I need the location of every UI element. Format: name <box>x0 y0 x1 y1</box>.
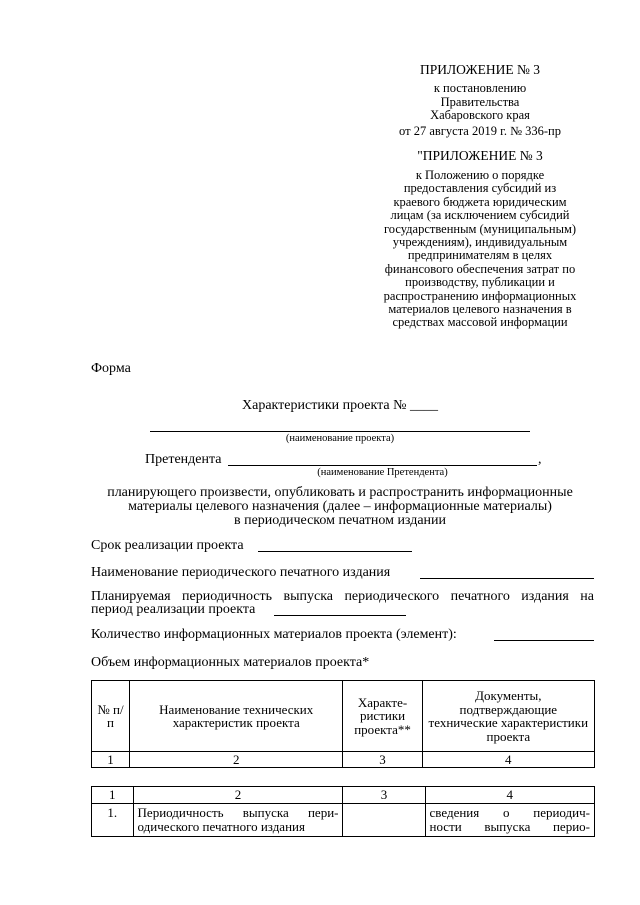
header-name-text: Наименование технических характеристик проекта <box>159 701 314 730</box>
regulation-line: предоставления субсидий из <box>403 181 557 196</box>
header-chars-text: Характе-ристики проекта** <box>354 694 411 737</box>
regulation-reference <box>345 169 615 330</box>
appendix-header <box>345 63 615 78</box>
materials-count-label: Количество информационных материалов проекта (элемент): <box>91 627 457 642</box>
form-title: Характеристики проекта № ____ <box>242 398 438 413</box>
appendix-quoted-title: "ПРИЛОЖЕНИЕ № 3 <box>417 148 543 163</box>
applicant-name-line <box>228 465 537 466</box>
row-docs-line: ности выпуска перио- <box>429 818 590 834</box>
table-row <box>92 804 595 837</box>
row-name-line: одического печатного издания <box>137 818 305 834</box>
header-num <box>92 681 130 752</box>
header-name <box>129 681 343 752</box>
periodical-name-field-line <box>420 578 594 579</box>
date-number: от 27 августа 2019 г. № 336-пр <box>399 124 561 138</box>
row-docs-line: сведения о периодич- <box>429 805 590 820</box>
col-number: 3 <box>343 752 422 768</box>
purpose-line: материалы целевого назначения (далее – информационные материалы) <box>128 499 552 514</box>
col-number: 3 <box>343 787 425 804</box>
col-number: 4 <box>422 752 594 768</box>
term-field-line <box>258 551 412 552</box>
project-name-line <box>150 431 530 432</box>
header-docs <box>422 681 594 752</box>
header-docs-text: Документы, подтверждающие технические характеристики проекта <box>428 688 589 744</box>
purpose-text <box>80 486 600 528</box>
col-number: 2 <box>133 787 343 804</box>
purpose-line: в периодическом печатном издании <box>233 513 447 528</box>
col-number: 4 <box>425 787 594 804</box>
materials-count-field-line <box>494 640 594 641</box>
header-num-text: № п/п <box>97 701 124 730</box>
purpose-line: планирующего произвести, опубликовать и распространить информационные <box>107 485 573 500</box>
resolution-line: к постановлению <box>433 81 527 95</box>
regulation-line: материалов целевого назначения в <box>388 302 572 317</box>
regulation-line: предпринимателям в целях <box>407 248 553 263</box>
form-label: Форма <box>91 361 131 376</box>
column-number-row <box>92 787 595 804</box>
regulation-line: краевого бюджета юридическим <box>393 194 567 209</box>
frequency-line-1: Планируемая периодичность выпуска периодического печатного издания на <box>91 589 594 604</box>
regulation-line: финансового обеспечения затрат по <box>384 261 576 276</box>
resolution-reference <box>345 82 615 123</box>
volume-label: Объем информационных материалов проекта* <box>91 655 370 670</box>
row-num: 1. <box>92 804 134 837</box>
periodical-name-label: Наименование периодического печатного издания <box>91 565 391 580</box>
frequency-line-2: период реализации проекта <box>91 602 256 617</box>
regulation-line: средствах массовой информации <box>392 315 568 330</box>
table-header-row <box>92 681 595 752</box>
header-chars <box>343 681 422 752</box>
regulation-line: производству, публикации и <box>405 275 555 290</box>
col-number: 1 <box>92 787 134 804</box>
regulation-line: государственным (муниципальным) <box>383 221 577 236</box>
regulation-line: лицам (за исключением субсидий <box>390 208 570 223</box>
regulation-line: к Положению о порядке <box>415 168 545 182</box>
resolution-line: Хабаровского края <box>430 108 530 122</box>
resolution-date <box>345 125 615 139</box>
applicant-comma: , <box>538 452 542 467</box>
characteristics-header-table <box>91 680 595 768</box>
row-name <box>133 804 343 837</box>
frequency-field-line <box>274 615 406 616</box>
regulation-line: учреждениям), индивидуальным <box>392 235 568 250</box>
row-chars <box>343 804 425 837</box>
column-number-row <box>92 752 595 768</box>
appendix-title: ПРИЛОЖЕНИЕ № 3 <box>419 62 541 77</box>
project-name-caption: (наименование проекта) <box>285 433 395 444</box>
applicant-label: Претендента <box>145 452 222 467</box>
term-label: Срок реализации проекта <box>91 538 244 553</box>
appendix-quoted-header <box>345 149 615 164</box>
row-name-line: Периодичность выпуска пери- <box>137 805 339 820</box>
row-docs <box>425 804 594 837</box>
applicant-caption: (наименование Претендента) <box>317 467 448 478</box>
resolution-line: Правительства <box>440 94 520 109</box>
col-number: 1 <box>92 752 130 768</box>
characteristics-body-table <box>91 786 595 837</box>
col-number: 2 <box>129 752 343 768</box>
regulation-line: распространению информационных <box>383 288 577 303</box>
